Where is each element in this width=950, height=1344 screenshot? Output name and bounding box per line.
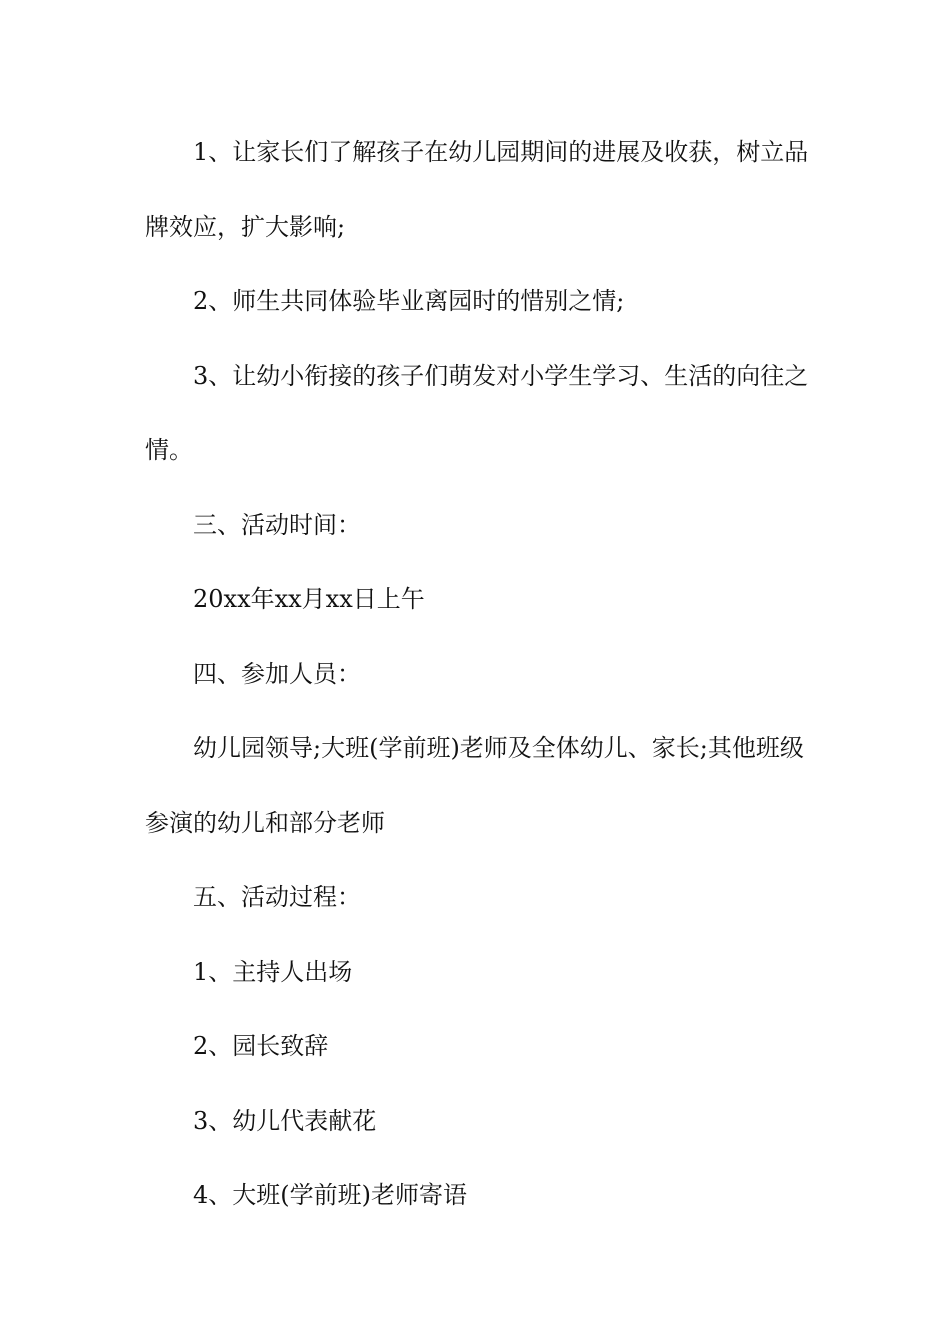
goal-item-2: 2、师生共同体验毕业离园时的惜别之情; [193,287,625,315]
section-heading-time: 三、活动时间： [193,510,361,539]
section-heading-participants: 四、参加人员： [193,659,361,688]
activity-time: 20xx年xx月xx日上午 [193,585,425,613]
participants-text: 幼儿园领导;大班(学前班)老师及全体幼儿、家长;其他班级参演的幼儿和部分老师 [145,734,804,837]
goal-item-1: 1、让家长们了解孩子在幼儿园期间的进展及收获，树立品牌效应，扩大影响; [145,138,809,241]
goal-item-3: 3、让幼小衔接的孩子们萌发对小学生学习、生活的向往之情。 [145,361,809,464]
process-step-2: 2、园长致辞 [193,1032,329,1060]
process-step-4: 4、大班(学前班)老师寄语 [193,1181,467,1209]
section-heading-process: 五、活动过程： [193,883,361,911]
document-body [145,115,810,1233]
process-step-1: 1、主持人出场 [193,957,353,986]
process-step-3: 3、幼儿代表献花 [193,1106,377,1135]
